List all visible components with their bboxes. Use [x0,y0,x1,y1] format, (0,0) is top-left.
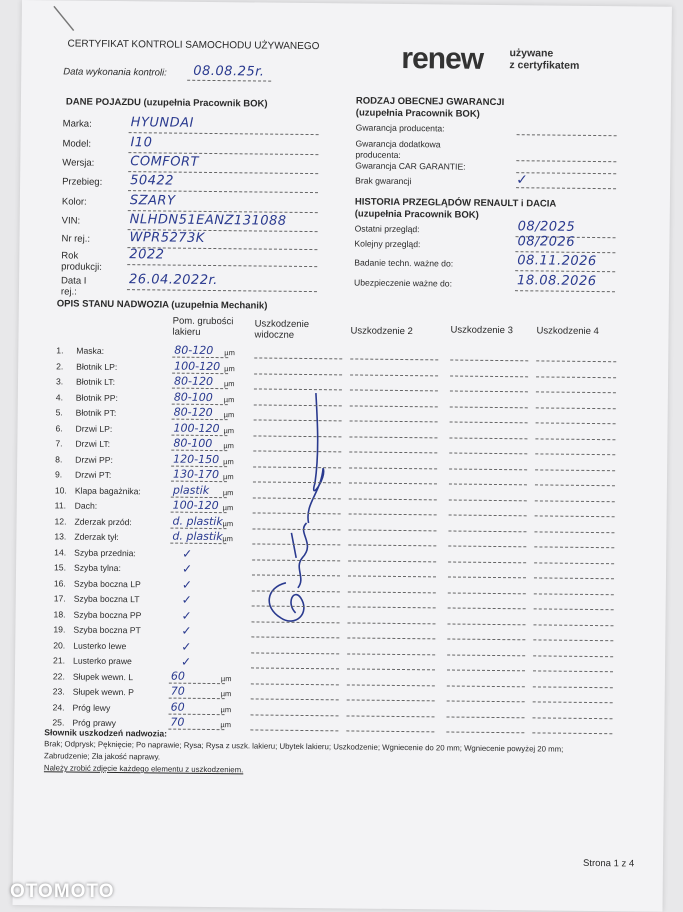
row-unit: µm [223,456,234,466]
damage-line [347,668,435,670]
row-label: Drzwi PP: [75,454,113,465]
damage-line [349,513,437,515]
damage-line [450,391,528,393]
vehicle-field-label: Data I rej.: [60,275,87,298]
history-fields [22,0,672,7]
damage-line [448,592,526,594]
damage-line [349,451,437,453]
row-unit: µm [222,534,233,544]
renew-logo-tagline [509,47,579,72]
warranty-option-line [516,187,616,189]
col-damage-visible: Uszkodzenie widoczne [254,318,310,341]
warranty-option-label: Brak gwarancji [355,175,412,187]
row-number: 25. [52,717,65,728]
row-number: 16. [53,577,66,588]
row-thickness-value: 100-120 [173,421,220,435]
vehicle-field-value: NLHDN51EANZ131088 [129,212,287,229]
row-number: 15. [54,562,67,573]
damage-line [535,500,615,502]
history-field-label: Badanie techn. ważne do: [354,257,454,269]
damage-line [450,360,528,362]
row-number: 2. [56,360,64,371]
damage-line [448,576,526,578]
row-thickness-line [169,698,225,700]
row-label: Szyba boczna PP [73,609,142,620]
damage-line [348,575,436,577]
vehicle-fields [22,0,672,7]
damage-line [447,669,525,671]
history-field-label: Ubezpieczenie ważne do: [354,277,453,289]
damage-line [346,730,434,732]
row-unit: µm [222,518,234,528]
row-unit: µm [222,487,234,497]
row-label: Lusterko prawe [73,655,132,667]
row-thickness-value: 130-170 [172,467,220,482]
row-thickness-value: 120-150 [173,452,220,466]
row-unit: µm [224,348,235,358]
row-thickness-value: 100-120 [172,498,219,513]
damage-line [449,499,527,501]
row-check: ✓ [181,654,192,669]
damage-line [534,608,614,610]
page-number: Strona 1 z 4 [582,857,635,870]
vehicle-field-label: Marka: [62,118,92,130]
row-thickness-value: 80-120 [173,405,213,420]
col-damage-2: Uszkodzenie 2 [350,325,413,338]
history-field-value: 08/2026 [517,234,576,250]
row-unit: µm [222,472,234,482]
renew-logo [401,42,483,77]
damage-line [251,698,339,700]
vehicle-field-value: 2022 [129,247,165,263]
damage-line [532,732,612,734]
damage-line [348,606,436,608]
vehicle-field-value: HYUNDAI [130,115,194,131]
damage-line [533,701,613,703]
row-number: 12. [54,515,67,526]
vehicle-field-label: Rok produkcji: [61,250,102,273]
legend-line-2: Zabrudzenie; Zła jakość naprawy. [44,751,161,762]
row-number: 5. [55,407,63,418]
damage-line [533,639,613,641]
damage-line [347,699,435,701]
damage-line [349,467,437,469]
damage-line [349,482,437,484]
legend-title: Słownik uszkodzeń nadwozia: [44,727,168,739]
damage-line [448,561,526,563]
damage-line [447,685,525,687]
damage-line [534,546,614,548]
warranty-checkmark: ✓ [516,172,528,189]
row-number: 4. [55,391,64,402]
row-thickness-value: 60 [170,669,186,683]
row-unit: µm [223,410,235,420]
document-title: CERTYFIKAT KONTROLI SAMOCHODU UŻYWANEGO [67,38,320,53]
row-number: 20. [53,639,66,650]
row-number: 24. [52,701,65,712]
row-number: 18. [53,608,66,619]
vehicle-field-label: Przebieg: [62,176,103,188]
damage-line [533,717,613,719]
damage-line [350,420,438,422]
row-unit: µm [223,441,234,451]
damage-line [349,498,437,500]
damage-line [534,562,614,564]
row-number: 21. [53,655,66,666]
row-thickness-value: 70 [170,715,185,729]
body-condition-heading: OPIS STANU NADWOZIA (uzupełnia Mechanik) [56,298,268,312]
damage-line [348,560,436,562]
damage-line [347,684,435,686]
row-thickness-line [169,682,225,684]
damage-line [348,529,436,531]
history-field-value: 18.08.2026 [517,273,597,290]
row-label: Dach: [74,500,98,511]
row-number: 3. [55,376,64,387]
row-label: Błotnik PP: [75,392,118,403]
row-check: ✓ [181,592,192,607]
damage-line [450,422,528,424]
row-label: Szyba przednia: [74,547,136,558]
row-label: Szyba boczna LT [73,593,140,605]
row-label: Drzwi LT: [75,438,111,449]
row-label: Maska: [76,345,105,356]
damage-line [534,577,614,579]
damage-line [450,406,528,408]
row-number: 19. [53,624,66,635]
logo-tagline-2: z certyfikatem [509,59,580,72]
control-date-value: 08.08.25r. [193,63,265,80]
row-unit: µm [220,704,232,714]
damage-line [535,438,615,440]
row-check: ✓ [181,623,192,638]
row-number: 8. [55,453,63,464]
row-check: ✓ [182,546,193,561]
history-subheading: (uzupełnia Pracownik BOK) [354,208,479,221]
vehicle-field-value: 50422 [130,173,175,189]
damage-line [449,468,527,470]
row-thickness-value: 80-120 [173,374,214,389]
staple-mark [52,4,78,34]
row-unit: µm [222,503,234,513]
warranty-option-label: Gwarancja producenta: [355,122,445,134]
damage-line [449,514,527,516]
col-damage-3: Uszkodzenie 3 [450,324,513,337]
row-thickness-value: d. plastik [172,514,223,528]
damage-line [533,686,613,688]
row-unit: µm [220,673,232,683]
warranty-option-label: Gwarancja dodatkowa producenta: [355,138,441,160]
damage-line [348,591,436,593]
row-number: 9. [54,469,63,480]
body-condition-rows [22,0,672,7]
row-thickness-value: d. plastik [172,529,223,544]
row-label: Słupek wewn. L [72,671,134,682]
row-thickness-value: 80-120 [174,343,214,358]
damage-line [251,652,339,654]
damage-line [536,376,616,378]
vehicle-field-label: Wersja: [62,157,95,169]
vehicle-field-label: Model: [62,138,92,150]
warranty-option-line [516,172,616,174]
row-number: 11. [54,500,67,511]
damage-line [350,405,438,407]
row-thickness-line [168,729,224,731]
col-damage-4: Uszkodzenie 4 [536,325,599,338]
vehicle-field-label: Nr rej.: [61,233,91,245]
damage-line [533,624,613,626]
damage-line [350,358,438,360]
vehicle-field-line [129,132,319,135]
damage-line [447,638,525,640]
damage-line [447,716,525,718]
legend-note: Należy zrobić zdjęcie każdego elementu z uszkodzeniem. [43,763,244,775]
row-label: Słupek wewn. P [72,686,134,698]
otomoto-watermark: OTOMOTO [10,881,115,902]
row-label: Błotnik LT: [75,376,116,387]
row-unit: µm [220,689,232,699]
damage-line [448,545,526,547]
damage-line [350,389,438,391]
row-thickness-value: plastik [172,483,210,497]
row-label: Zderzak przód: [74,516,132,527]
row-thickness-value: 100-120 [174,359,221,373]
damage-line [448,607,526,609]
damage-line [536,407,616,409]
damage-line [535,453,615,455]
damage-line [449,452,527,454]
damage-line [535,515,615,517]
damage-line [348,544,436,546]
damage-line [536,391,616,393]
vehicle-field-value: I10 [130,135,153,151]
row-number: 14. [54,546,67,557]
history-field-value: 08.11.2026 [517,253,597,270]
row-number: 7. [55,438,63,449]
warranty-heading: RODZAJ OBECNEJ GWARANCJI [355,95,505,109]
row-number: 17. [53,593,66,604]
damage-line [449,437,527,439]
row-label: Szyba boczna LP [73,578,141,589]
damage-line [447,700,525,702]
row-thickness-line [169,713,225,715]
control-date-label: Data wykonania kontroli: [63,66,167,79]
history-field-line [515,290,615,292]
damage-line [534,531,614,533]
warranty-option-label: Gwarancja CAR GARANTIE: [355,160,466,172]
row-thickness-value: 60 [170,700,185,714]
damage-line [347,637,435,639]
row-unit: µm [223,379,235,389]
damage-line [347,653,435,655]
logo-tagline-1: używane [509,47,554,60]
history-field-value: 08/2025 [517,219,576,235]
row-label: Próg prawy [72,717,116,729]
damage-line [251,667,339,669]
row-thickness-value: 70 [170,684,185,698]
vehicle-field-value: SZARY [129,193,176,209]
damage-line [536,422,616,424]
damage-line [447,654,525,656]
row-unit: µm [223,425,235,435]
damage-line [533,655,613,657]
row-label: Drzwi LP: [75,423,113,434]
row-label: Drzwi PT: [74,469,112,480]
damage-line [534,593,614,595]
vehicle-field-label: Kolor: [61,196,87,208]
damage-line [347,715,435,717]
history-heading: HISTORIA PRZEGLĄDÓW RENAULT i DACIA [354,196,557,210]
row-check: ✓ [181,639,192,654]
vehicle-field-line [127,264,317,267]
damage-line [251,714,339,716]
legend-line-1: Brak; Odprysk; Pęknięcie; Po naprawie; Rysa; Rysa z uszk. lakieru; Ubytek lakieru; Uszkodzenie; Wgniecenie do 20 mm; Wgniecenie powyżej 20 mm; [44,739,564,754]
row-number: 6. [55,422,63,433]
row-check: ✓ [181,577,193,592]
warranty-options [22,0,672,7]
history-field-label: Ostatni przegląd: [354,223,420,235]
damage-line [446,731,524,733]
row-unit: µm [223,394,235,404]
renew-logo-word: renew [401,41,484,76]
row-number: 23. [52,686,65,697]
damage-line [449,483,527,485]
damage-line [536,360,616,362]
damage-line [533,670,613,672]
row-label: Lusterko lewe [73,640,127,651]
row-number: 22. [52,670,65,681]
row-label: Błotnik PT: [75,407,117,419]
damage-line [254,373,342,375]
warranty-option-line [516,160,616,162]
vehicle-field-line [127,289,317,292]
damage-line [347,622,435,624]
row-check: ✓ [181,561,193,576]
control-date-line [187,80,271,82]
row-unit: µm [220,720,232,730]
row-number: 1. [56,345,64,356]
damage-line [349,436,437,438]
history-field-line [515,270,615,272]
row-label: Błotnik LP: [76,361,118,372]
history-field-label: Kolejny przegląd: [354,238,421,250]
damage-line [447,623,525,625]
damage-line [535,469,615,471]
row-label: Próg lewy [72,702,111,713]
damage-line [448,530,526,532]
row-label: Klapa bagażnika: [74,485,141,496]
warranty-subheading: (uzupełnia Pracownik BOK) [355,107,480,120]
row-check: ✓ [181,608,192,623]
damage-line [254,357,342,359]
row-label: Zderzak tył: [74,531,119,543]
damage-line [535,484,615,486]
warranty-option-line [517,134,617,136]
damage-line [250,729,338,731]
row-number: 13. [54,531,67,542]
damage-line [450,375,528,377]
vehicle-field-value: WPR5273K [129,230,205,246]
vehicle-field-label: VIN: [61,215,81,227]
row-thickness-value: 80-100 [173,390,213,404]
row-number: 10. [54,484,67,495]
damage-line [251,683,339,685]
row-unit: µm [224,363,235,373]
certificate-document [13,0,672,912]
vehicle-field-value: COMFORT [130,154,200,170]
vehicle-field-value: 26.04.2022r. [128,272,218,289]
damage-line [350,374,438,376]
row-label: Szyba boczna PT [73,624,141,636]
vehicle-section-heading: DANE POJAZDU (uzupełnia Pracownik BOK) [65,96,268,110]
row-thickness-value: 80-100 [173,436,213,451]
col-paint-thickness: Pom. grubości lakieru [172,315,234,338]
row-label: Szyba tylna: [74,562,121,574]
